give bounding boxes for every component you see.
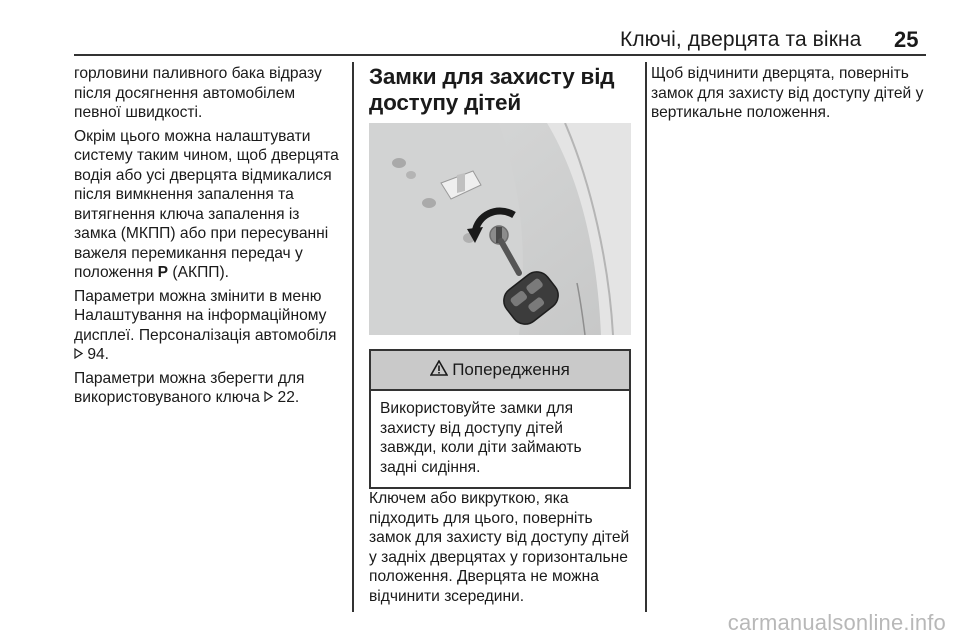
paragraph-fuel-flap: горловини паливного бака відразу після досягнення автомобілем певної швидкості.	[74, 65, 322, 121]
warning-title: Попередження	[452, 360, 570, 380]
paragraph-personalization	[74, 287, 346, 365]
column-divider-2	[645, 62, 647, 612]
page-reference-number[interactable]: 94.	[83, 346, 110, 363]
paragraph-lock-vertical: Щоб відчинити дверцята, поверніть замок для захисту від доступу дітей у вертикальне положення.	[651, 65, 924, 121]
page-reference-icon	[74, 347, 83, 362]
paragraph-key-settings	[74, 369, 346, 408]
column-divider-1	[352, 62, 354, 612]
column-2	[369, 64, 635, 610]
paragraph-text: (АКПП).	[168, 264, 230, 281]
gear-position-p: P	[157, 264, 169, 281]
warning-box	[369, 349, 631, 489]
header-divider	[74, 54, 926, 56]
column-1	[74, 64, 346, 412]
section-heading-child-locks: Замки для захисту від доступу дітей	[369, 64, 615, 115]
page-reference-icon	[264, 390, 273, 405]
warning-triangle-icon	[430, 360, 448, 381]
paragraph-lock-horizontal: Ключем або викруткою, яка підходить для цього, поверніть замок для захисту від доступу дітей у задніх дверцятах у горизонтальне положення. Дверцята не можна відчинити зсередини.	[369, 490, 630, 605]
column-3	[651, 64, 926, 127]
child-lock-illustration	[369, 123, 631, 335]
warning-text: Використовуйте замки для захисту від доступу дітей завжди, коли діти займають задні сидіння.	[380, 400, 582, 476]
paragraph-text: Параметри можна зберегти для використовуваного ключа	[74, 369, 305, 406]
page-number: 25	[894, 27, 919, 52]
chapter-title: Ключі, дверцята та вікна	[620, 28, 862, 51]
warning-header	[371, 351, 629, 391]
page-reference-number[interactable]: 22.	[273, 389, 300, 406]
paragraph-text: Параметри можна змінити в меню Налаштування на інформаційному дисплеї. Персоналізація автомобіля	[74, 287, 337, 344]
paragraph-unlock-settings	[74, 127, 346, 283]
watermark: carmanualsonline.info	[727, 610, 946, 635]
page-header	[0, 0, 960, 58]
paragraph-text: Окрім цього можна налаштувати систему таким чином, щоб дверцята водія або усі дверцята відмикалися після вимкнення запалення та витягнення ключа запалення із замка (МКПП) або при пересуванні важеля перемикання передач у положення	[74, 127, 339, 281]
